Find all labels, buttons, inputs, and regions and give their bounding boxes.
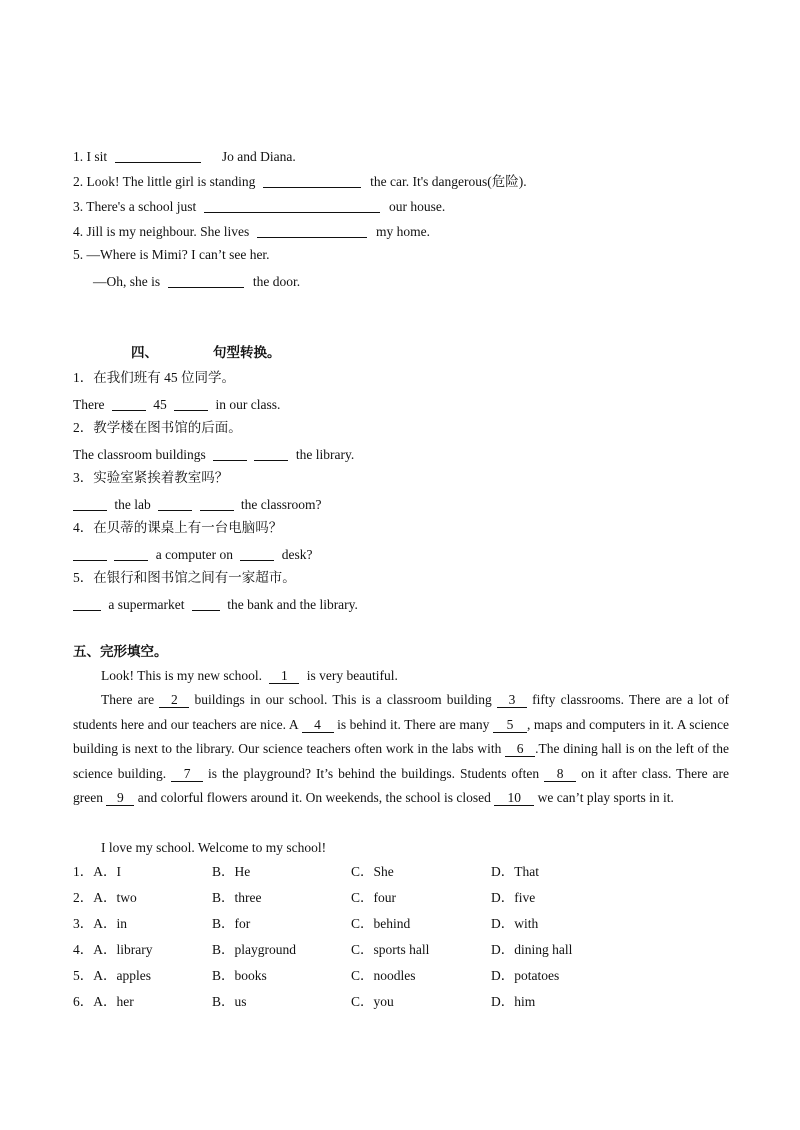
s3-item-3 (73, 196, 445, 216)
s5-p2-seg-6: is the playground? It’s behind the buildings. Students often (208, 765, 540, 781)
s4-item-4-en-b: a computer on (155, 547, 233, 562)
cloze-blank-8[interactable]: 8 (544, 766, 576, 782)
option-1-d[interactable]: D．That (491, 864, 539, 879)
option-3-b[interactable]: B．for (212, 916, 251, 931)
option-2-b[interactable]: B．three (212, 890, 262, 905)
s4-blank-3c[interactable] (200, 496, 234, 511)
cloze-blank-6[interactable]: 6 (505, 741, 535, 757)
option-1-b[interactable]: B．He (212, 864, 251, 879)
option-5-d[interactable]: D．potatoes (491, 968, 560, 983)
s5-para-2 (73, 688, 729, 811)
s4-item-2-en-a: The classroom buildings (73, 447, 206, 462)
s3-item-1-after: Jo and Diana. (221, 149, 296, 164)
s5-p2-seg-0: There are (101, 692, 155, 707)
s3-item-4-after: my home. (376, 224, 431, 239)
s4-blank-1b[interactable] (174, 396, 208, 411)
s4-item-5-en (73, 594, 358, 614)
s4-item-1-en-c: in our class. (215, 397, 281, 412)
option-1-a[interactable]: 1．A．I (73, 864, 121, 879)
s4-blank-3b[interactable] (158, 496, 192, 511)
s3-item-1-text: 1. I sit (73, 149, 108, 164)
cloze-blank-9[interactable]: 9 (106, 790, 134, 806)
s5-heading: 五、完形填空。 (73, 644, 168, 659)
cloze-blank-4[interactable]: 4 (302, 717, 334, 733)
s5-para-1 (101, 667, 398, 685)
s5-p2-seg-2: fifty classrooms. There are a lot of students here and our teachers are nice. A (73, 692, 730, 732)
s3-item-3-after: our house. (389, 199, 446, 214)
s3-item-2-text: 2. Look! The little girl is standing (73, 174, 256, 189)
option-2-d[interactable]: D．five (491, 890, 536, 905)
option-6-d[interactable]: D．him (491, 994, 536, 1009)
cloze-blank-2[interactable]: 2 (159, 692, 189, 708)
s5-p2-seg-1: buildings in our school. This is a classroom building (194, 692, 492, 707)
s4-blank-4c[interactable] (240, 546, 274, 561)
s5-p2-seg-9: we can’t play sports in it. (537, 790, 674, 805)
s4-blank-4a[interactable] (73, 546, 107, 561)
option-1-c[interactable]: C．She (351, 864, 394, 879)
s4-item-4-en (73, 544, 312, 564)
s3-blank-3[interactable] (204, 198, 380, 213)
s3-item-2-after: the car. It's dangerous(危险). (370, 174, 527, 189)
option-2-c[interactable]: C．four (351, 890, 396, 905)
s4-blank-2b[interactable] (254, 446, 288, 461)
s3-item-5-reply-text: —Oh, she is (93, 274, 161, 289)
s4-item-3-en-b: the lab (114, 497, 151, 512)
option-2-a[interactable]: 2．A．two (73, 890, 137, 905)
s3-blank-2[interactable] (263, 173, 361, 188)
s4-blank-5b[interactable] (192, 596, 220, 611)
s4-blank-4b[interactable] (114, 546, 148, 561)
s3-item-1 (73, 146, 296, 166)
s4-item-3-en-c: the classroom? (240, 497, 322, 512)
s4-item-1-en (73, 394, 280, 414)
s4-blank-5a[interactable] (73, 596, 101, 611)
option-3-a[interactable]: 3．A．in (73, 916, 127, 931)
option-4-c[interactable]: C．sports hall (351, 942, 430, 957)
option-5-a[interactable]: 5．A．apples (73, 968, 151, 983)
cloze-blank-10[interactable]: 10 (494, 790, 534, 806)
s5-p2-seg-7: on it after class. There are green (73, 765, 730, 805)
s3-item-3-text: 3. There's a school just (73, 199, 197, 214)
s4-item-4-cn: 4．在贝蒂的课桌上有一台电脑吗？ (73, 520, 283, 535)
option-3-c[interactable]: C．behind (351, 916, 411, 931)
s3-blank-4[interactable] (257, 223, 367, 238)
s3-blank-5[interactable] (168, 273, 244, 288)
s3-item-5-text: 5. —Where is Mimi? I can’t see her. (73, 247, 270, 262)
s4-item-5-cn: 5．在银行和图书馆之间有一家超市。 (73, 570, 296, 585)
s3-item-5-reply-after: the door. (252, 274, 301, 289)
s4-blank-3a[interactable] (73, 496, 107, 511)
s4-heading-num: 四、 (131, 345, 158, 360)
option-6-c[interactable]: C．you (351, 994, 394, 1009)
s4-item-2-en-c: the library. (295, 447, 355, 462)
option-4-d[interactable]: D．dining hall (491, 942, 573, 957)
s4-heading-title: 句型转换。 (213, 345, 281, 360)
s5-p2-seg-3: is behind it. There are many (337, 716, 490, 732)
s4-item-5-en-c: the bank and the library. (227, 597, 358, 612)
s4-item-3-en (73, 494, 321, 514)
s3-blank-1[interactable] (115, 148, 201, 163)
s5-p1-b: is very beautiful. (306, 668, 398, 683)
cloze-blank-7[interactable]: 7 (171, 766, 203, 782)
s5-p2-seg-4: , maps and computers in it. A science building is next to the library. Our science teachers often work in the labs with (73, 716, 730, 756)
s5-p2-seg-5: .The dining hall is on the left of the science building. (73, 741, 730, 781)
option-6-a[interactable]: 6．A．her (73, 994, 134, 1009)
option-4-a[interactable]: 4．A．library (73, 942, 153, 957)
s4-blank-1a[interactable] (112, 396, 146, 411)
s4-item-1-en-b: 45 (153, 397, 167, 412)
s3-item-4-text: 4. Jill is my neighbour. She lives (73, 224, 250, 239)
s4-item-5-en-b: a supermarket (108, 597, 185, 612)
s4-item-3-cn: 3．实验室紧挨着教室吗？ (73, 470, 229, 485)
s4-item-1-cn: 1．在我们班有 45 位同学。 (73, 370, 235, 385)
s3-item-5 (73, 246, 270, 264)
s4-blank-2a[interactable] (213, 446, 247, 461)
option-6-b[interactable]: B．us (212, 994, 247, 1009)
cloze-blank-3[interactable]: 3 (497, 692, 527, 708)
s3-item-4 (73, 221, 430, 241)
s4-item-1-en-a: There (73, 397, 105, 412)
option-3-d[interactable]: D．with (491, 916, 539, 931)
s4-item-2-en (73, 444, 354, 464)
s4-item-4-en-c: desk? (281, 547, 313, 562)
option-4-b[interactable]: B．playground (212, 942, 296, 957)
s5-p1-a: Look! This is my new school. (101, 668, 262, 683)
s5-para-3: I love my school. Welcome to my school! (101, 840, 327, 855)
s3-item-5-reply (93, 271, 300, 291)
cloze-blank-1[interactable]: 1 (269, 668, 299, 684)
s3-item-2 (73, 171, 527, 191)
cloze-blank-5[interactable]: 5 (493, 717, 527, 733)
s4-item-2-cn: 2．教学楼在图书馆的后面。 (73, 420, 242, 435)
option-5-b[interactable]: B．books (212, 968, 267, 983)
option-5-c[interactable]: C．noodles (351, 968, 416, 983)
s5-p2-seg-8: and colorful flowers around it. On weekends, the school is closed (137, 790, 491, 805)
